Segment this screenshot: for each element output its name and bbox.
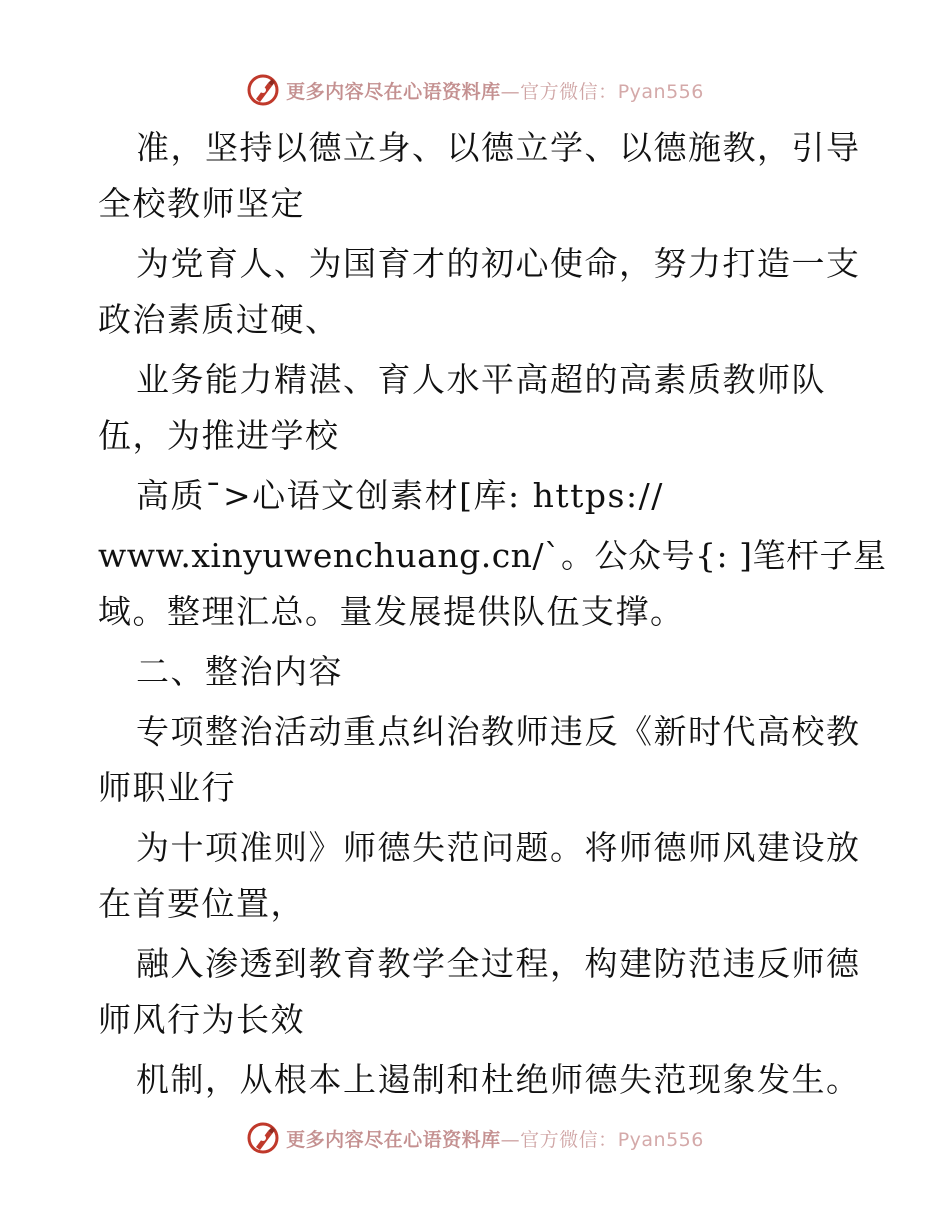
body-line-17: 机制，从根本上遏制和杜绝师德失范现象发生。 (136, 1060, 861, 1099)
body-line-7: 高质¯>心语文创素材[库: https:// (136, 476, 664, 515)
header-banner-text (286, 77, 704, 104)
body-line-9: 域。整理汇总。量发展提供队伍支撑。 (98, 592, 685, 631)
header-wechat-label: 官方微信： (520, 80, 618, 103)
body-line-13: 为十项准则》师德失范问题。将师德师风建设放 (136, 828, 861, 867)
body-line-5: 业务能力精湛、育人水平高超的高素质教师队 (136, 360, 826, 399)
footer-banner (0, 1118, 950, 1158)
header-wechat-account: Pyan556 (617, 80, 704, 103)
body-line-8: www.xinyuwenchuang.cn/`。公众号{: ]笔杆子星 (98, 536, 887, 575)
pen-logo-icon (246, 73, 280, 107)
body-line-1: 准，坚持以德立身、以德立学、以德施教，引导 (136, 128, 861, 167)
header-site-name: 更多内容尽在心语资料库 (286, 80, 501, 103)
pen-logo-icon (246, 1121, 280, 1155)
footer-wechat-label: 官方微信： (520, 1128, 618, 1151)
header-banner (0, 70, 950, 110)
footer-wechat-account: Pyan556 (617, 1128, 704, 1151)
body-line-3: 为党育人、为国育才的初心使命，努力打造一支 (136, 244, 861, 283)
body-line-4: 政治素质过硬、 (98, 300, 340, 339)
footer-banner-text (286, 1125, 704, 1152)
footer-site-name: 更多内容尽在心语资料库 (286, 1128, 501, 1151)
body-line-11: 专项整治活动重点纠治教师违反《新时代高校教 (136, 712, 861, 751)
footer-dash: — (500, 1128, 521, 1151)
body-line-6: 伍，为推进学校 (98, 416, 340, 455)
body-line-15: 融入渗透到教育教学全过程，构建防范违反师德 (136, 944, 861, 983)
footer-banner-inner (246, 1118, 704, 1158)
body-line-14: 在首要位置， (98, 884, 305, 923)
body-line-16: 师风行为长效 (98, 1000, 305, 1039)
body-line-12: 师职业行 (98, 768, 236, 807)
body-line-2: 全校教师坚定 (98, 184, 305, 223)
section-heading: 二、整治内容 (136, 652, 343, 691)
header-banner-inner (246, 70, 704, 110)
header-dash: — (500, 80, 521, 103)
